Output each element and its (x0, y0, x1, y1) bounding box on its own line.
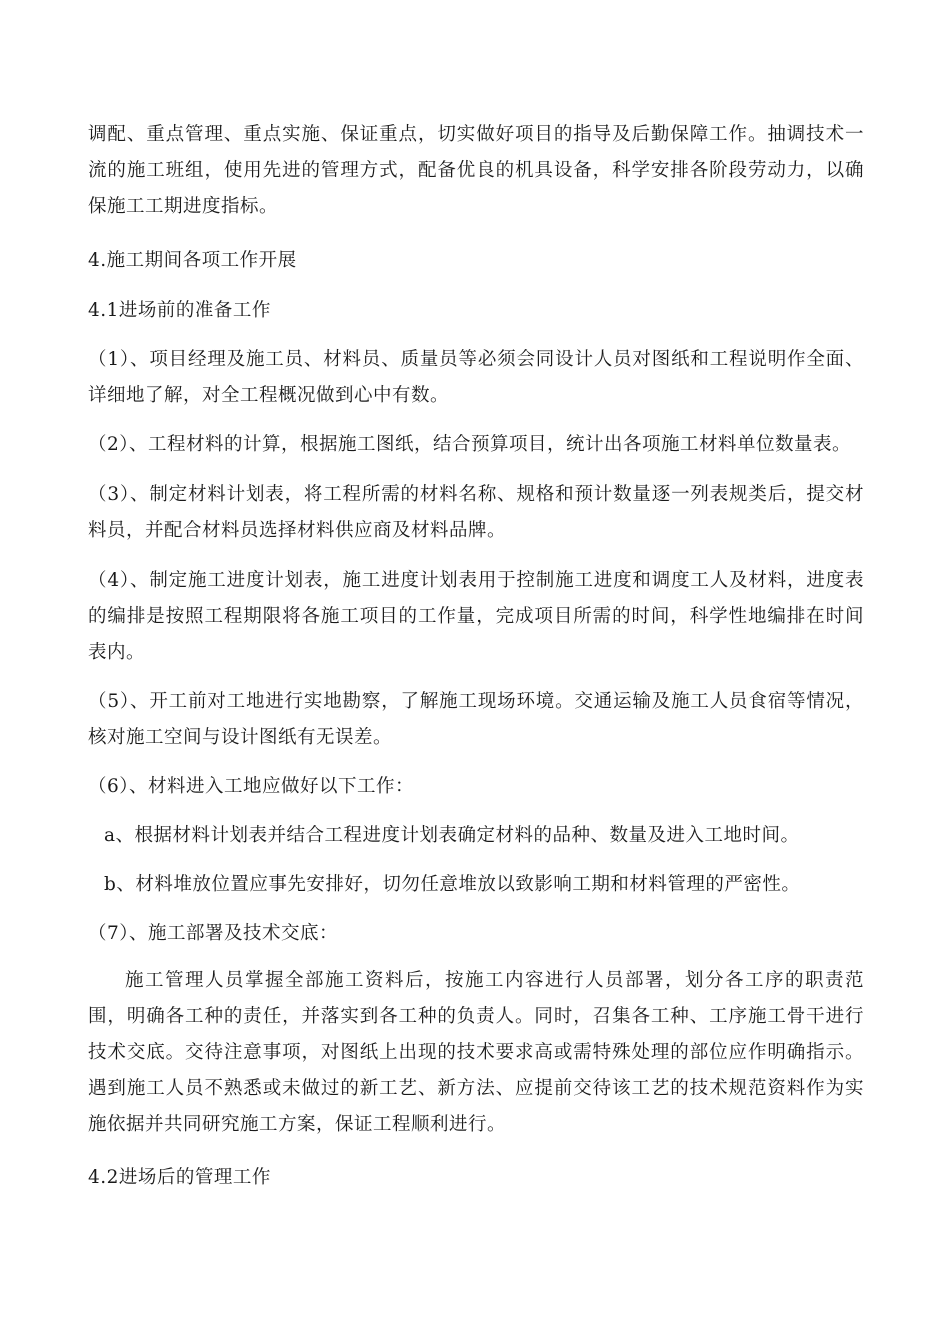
list-item-7: （7）、施工部署及技术交底： (88, 923, 339, 944)
list-item-5: （5）、开工前对工地进行实地勘察，了解施工现场环境。交通运输及施工人员食宿等情况，核对施工空间与设计图纸有无误差。 (88, 691, 864, 748)
list-item-4: （4）、制定施工进度计划表，施工进度计划表用于控制施工进度和调度工人及材料，进度表的编排是按照工程期限将各施工项目的工作量，完成项目所需的时间，科学性地编排在时间表内。 (88, 570, 864, 663)
section-heading-4: 4.施工期间各项工作开展 (88, 250, 297, 271)
list-item-6: （6）、材料进入工地应做好以下工作： (88, 776, 415, 797)
list-item-3: （3）、制定材料计划表，将工程所需的材料名称、规格和预计数量逐一列表规类后，提交材料员，并配合材料员选择材料供应商及材料品牌。 (88, 484, 864, 541)
list-item-6a: a、根据材料计划表并结合工程进度计划表确定材料的品种、数量及进入工地时间。 (104, 825, 800, 846)
list-item-1: （1）、项目经理及施工员、材料员、质量员等必须会同设计人员对图纸和工程说明作全面、详细地了解，对全工程概况做到心中有数。 (88, 349, 864, 406)
intro-paragraph: 调配、重点管理、重点实施、保证重点，切实做好项目的指导及后勤保障工作。抽调技术一流的施工班组，使用先进的管理方式，配备优良的机具设备，科学安排各阶段劳动力，以确保施工工期进度指标。 (88, 124, 864, 217)
list-item-6b: b、材料堆放位置应事先安排好，切勿任意堆放以致影响工期和材料管理的严密性。 (104, 874, 801, 895)
list-item-2: （2）、工程材料的计算，根据施工图纸，结合预算项目，统计出各项施工材料单位数量表。 (88, 434, 852, 455)
subsection-heading-4-1: 4.1进场前的准备工作 (88, 300, 271, 321)
body-paragraph-7: 施工管理人员掌握全部施工资料后，按施工内容进行人员部署，划分各工序的职责范围，明确各工种的责任，并落实到各工种的负责人。同时，召集各工种、工序施工骨干进行技术交底。交待注意事项，对图纸上出现的技术要求高或需特殊处理的部位应作明确指示。遇到施工人员不熟悉或未做过的新工艺、新方法、应提前交待该工艺的技术规范资料作为实施依据并共同研究施工方案，保证工程顺利进行。 (88, 970, 864, 1135)
subsection-heading-4-2: 4.2进场后的管理工作 (88, 1167, 271, 1188)
